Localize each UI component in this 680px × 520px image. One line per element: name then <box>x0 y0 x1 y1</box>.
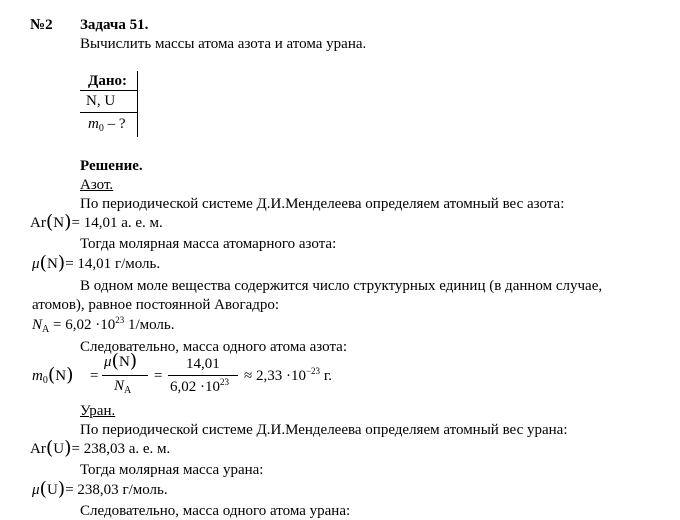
nitrogen-fraction-1 <box>100 350 150 398</box>
fraction-1-bar <box>102 375 148 376</box>
uranium-conclusion-partial: Следовательно, масса одного атома урана: <box>80 503 351 519</box>
nitrogen-fraction-2 <box>166 354 240 398</box>
given-divider-top <box>80 90 138 91</box>
uranium-atomic-weight: Ar(U)= 238,03 а. е. м. <box>30 437 171 459</box>
nitrogen-eq-2: = <box>154 368 163 384</box>
uranium-molar-mass: μ(U)= 238,03 г/моль. <box>32 478 168 500</box>
fraction-2-numerator: 14,01 <box>186 356 220 372</box>
nitrogen-conclusion: Следовательно, масса одного атома азота: <box>80 339 348 355</box>
fraction-2-bar <box>168 375 238 376</box>
solution-title: Решение. <box>80 158 143 174</box>
nitrogen-molar-intro: Тогда молярная масса атомарного азота: <box>80 236 337 252</box>
nitrogen-atomic-weight: Ar(N)= 14,01 а. е. м. <box>30 211 163 233</box>
uranium-molar-intro: Тогда молярная масса урана: <box>80 462 264 478</box>
uranium-heading: Уран. <box>80 403 116 419</box>
given-unknown: $m_0$ – ? <box>88 116 126 134</box>
nitrogen-mole-line2: атомов), равное постоянной Авогадро: <box>32 297 280 313</box>
fraction-2-denominator: $6,02 \cdot 10^{23}$ <box>170 377 229 395</box>
nitrogen-result: ≈ $2,33 \cdot 10^{-23}$ г. <box>244 366 333 384</box>
given-vertical-line <box>137 71 138 137</box>
nitrogen-molar-mass: μ(N)= 14,01 г/моль. <box>32 252 161 274</box>
problem-number: №2 <box>30 17 53 33</box>
problem-title: Задача 51. <box>80 17 149 33</box>
given-data: N, U <box>86 93 116 109</box>
given-divider-bottom <box>80 112 138 113</box>
uranium-line1: По периодической системе Д.И.Менделеева определяем атомный вес урана: <box>80 422 568 438</box>
nitrogen-mole-line1: В одном моле вещества содержится число структурных единиц (в данном случае, <box>80 278 603 294</box>
given-block <box>80 71 148 137</box>
nitrogen-mass-lhs: $m_0(N)$ <box>32 364 74 386</box>
given-title: Дано: <box>88 73 127 89</box>
problem-statement: Вычислить массы атома азота и атома урана. <box>80 36 367 52</box>
nitrogen-heading: Азот. <box>80 177 114 193</box>
avogadro-constant: $N_A = 6,02 \cdot 10^{23}$ 1/моль. <box>32 315 175 335</box>
nitrogen-eq-1: = <box>90 368 99 384</box>
nitrogen-line1: По периодической системе Д.И.Менделеева определяем атомный вес азота: <box>80 196 565 212</box>
fraction-1-numerator: μ(N) <box>104 350 138 372</box>
fraction-1-denominator: $N_A$ <box>114 378 132 396</box>
